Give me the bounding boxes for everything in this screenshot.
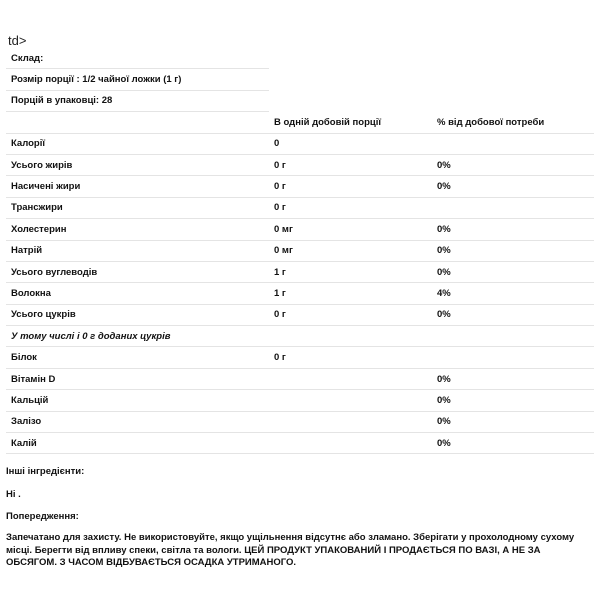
table-row [6, 326, 594, 347]
nutrient-daily-value: 0% [432, 261, 594, 282]
table-row [6, 390, 594, 411]
table-row [6, 347, 594, 368]
stray-markup-text: td> [8, 33, 27, 48]
nutrient-daily-value [432, 197, 594, 218]
table-header-row [6, 112, 594, 133]
nutrient-name: Усього вуглеводів [6, 261, 269, 282]
composition-row [6, 48, 594, 69]
nutrient-name: Усього жирів [6, 154, 269, 175]
nutrient-name: Волокна [6, 283, 269, 304]
nutrient-amount: 0 г [269, 176, 432, 197]
nutrient-daily-value: 0% [432, 154, 594, 175]
nutrient-name: Холестерин [6, 219, 269, 240]
header-nutrient [6, 112, 269, 133]
nutrient-name: Кальцій [6, 390, 269, 411]
nutrient-amount: 1 г [269, 283, 432, 304]
nutrient-name: У тому числі і 0 г доданих цукрів [6, 326, 269, 347]
nutrient-amount: 0 г [269, 154, 432, 175]
nutrient-name: Усього цукрів [6, 304, 269, 325]
nutrition-facts-table [6, 48, 594, 454]
nutrient-daily-value: 4% [432, 283, 594, 304]
nutrient-amount [269, 368, 432, 389]
nutrient-amount [269, 411, 432, 432]
nutrient-amount [269, 433, 432, 454]
nutrient-amount: 0 г [269, 347, 432, 368]
nutrient-daily-value: 0% [432, 304, 594, 325]
nutrient-amount: 0 г [269, 304, 432, 325]
composition-label: Склад: [6, 48, 269, 69]
nutrient-daily-value: 0% [432, 433, 594, 454]
nutrient-name: Трансжири [6, 197, 269, 218]
table-row [6, 133, 594, 154]
nutrient-name: Залізо [6, 411, 269, 432]
nutrient-rows [6, 133, 594, 454]
table-row [6, 283, 594, 304]
nutrient-amount [269, 326, 432, 347]
nutrient-daily-value: 0% [432, 176, 594, 197]
nutrient-name: Білок [6, 347, 269, 368]
nutrient-daily-value [432, 133, 594, 154]
nutrient-name: Насичені жири [6, 176, 269, 197]
nutrient-daily-value: 0% [432, 219, 594, 240]
nutrient-daily-value [432, 326, 594, 347]
table-row [6, 219, 594, 240]
table-row [6, 261, 594, 282]
table-row [6, 433, 594, 454]
header-per-serving: В одній добовій порції [269, 112, 432, 133]
nutrient-amount [269, 390, 432, 411]
nutrient-daily-value [432, 347, 594, 368]
warning-text: Запечатано для захисту. Не використовуйте, якщо ущільнення відсутнє або зламано. Зберігати у прохолодному сухому місці. Берегти від впливу спеки, світла та вологи. ЦЕЙ ПРОДУКТ УПАКОВАНИЙ І ПРОДАЄТЬСЯ ПО ВАЗІ, А НЕ ЗА ОБСЯГОМ. З ЧАСОМ ВІДБУВАЄТЬСЯ ОСАДКА УТРИМАНОГО. [6, 532, 575, 568]
table-row [6, 176, 594, 197]
serving-size: Розмір порції : 1/2 чайної ложки (1 г) [6, 69, 269, 90]
nutrient-amount: 0 [269, 133, 432, 154]
nutrient-daily-value: 0% [432, 411, 594, 432]
nutrient-name: Натрій [6, 240, 269, 261]
table-row [6, 197, 594, 218]
nutrient-daily-value: 0% [432, 390, 594, 411]
servings-per-pack-row [6, 90, 594, 111]
nutrient-name: Калій [6, 433, 269, 454]
nutrient-daily-value: 0% [432, 240, 594, 261]
table-row [6, 368, 594, 389]
nutrient-amount: 0 г [269, 197, 432, 218]
nutrient-amount: 0 мг [269, 240, 432, 261]
table-row [6, 240, 594, 261]
nutrient-amount: 0 мг [269, 219, 432, 240]
table-row [6, 304, 594, 325]
nutrient-daily-value: 0% [432, 368, 594, 389]
nutrient-name: Калорії [6, 133, 269, 154]
warning-label: Попередження: [6, 511, 79, 522]
serving-size-row [6, 69, 594, 90]
servings-per-pack: Порцій в упаковці: 28 [6, 90, 269, 111]
other-ingredients-value: Ні . [6, 489, 21, 500]
nutrient-name: Вітамін D [6, 368, 269, 389]
nutrient-amount: 1 г [269, 261, 432, 282]
other-ingredients-label: Інші інгредієнти: [6, 466, 85, 477]
table-row [6, 154, 594, 175]
table-row [6, 411, 594, 432]
header-daily-value: % від добової потреби [432, 112, 594, 133]
